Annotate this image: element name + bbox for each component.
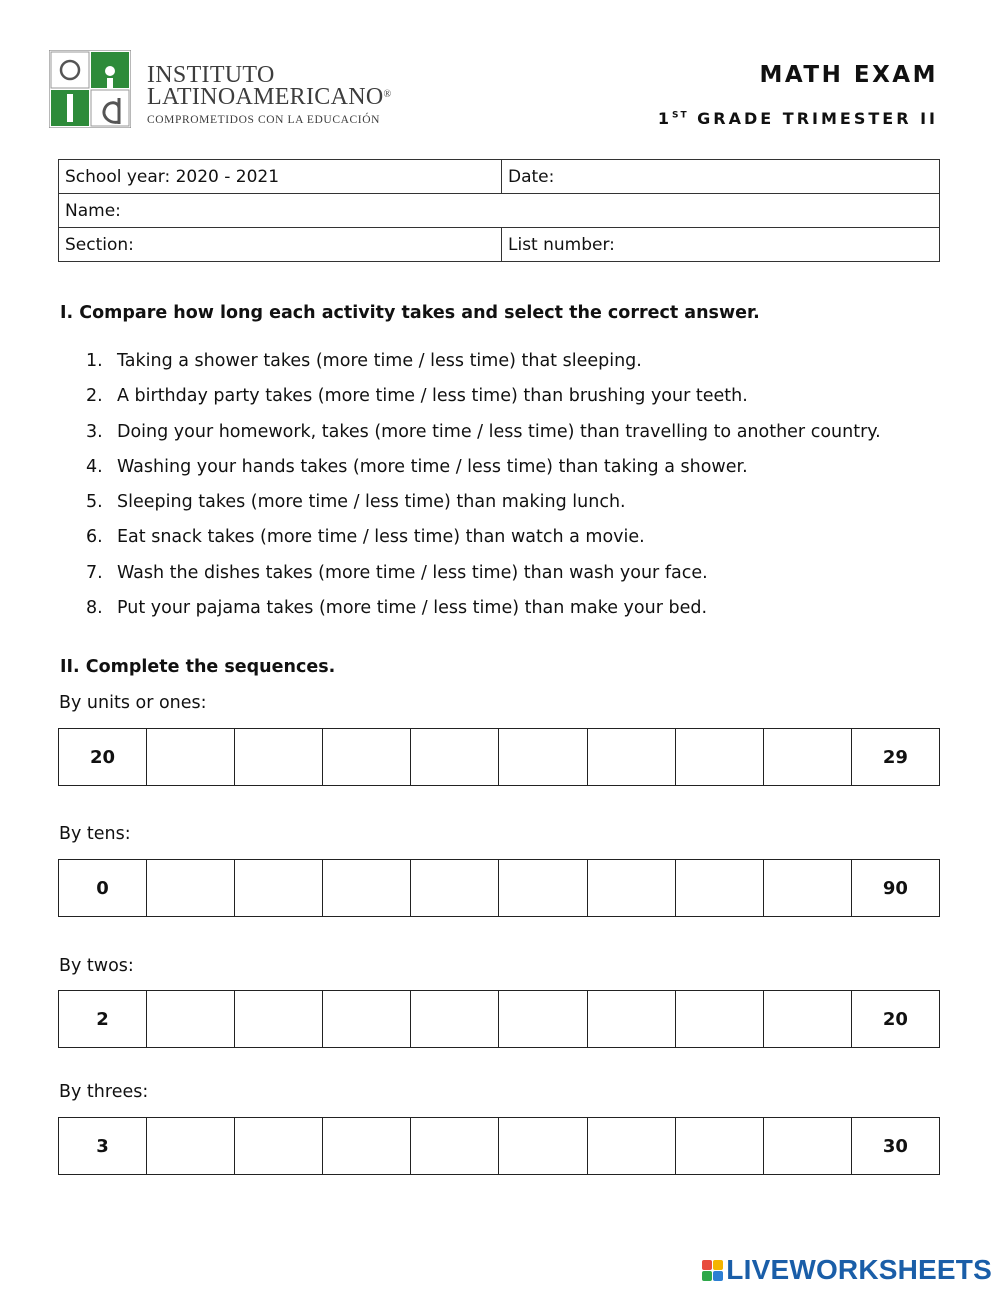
section-field[interactable]: Section:: [59, 228, 502, 262]
sequence-blank-cell[interactable]: [323, 991, 411, 1048]
sequence-blank-cell[interactable]: [235, 729, 323, 786]
sequence-blank-cell[interactable]: [147, 729, 235, 786]
sequence-blank-cell[interactable]: [587, 991, 675, 1048]
sequence-blank-cell[interactable]: [411, 991, 499, 1048]
institute-tagline: COMPROMETIDOS CON LA EDUCACIÓN: [147, 114, 381, 126]
liveworksheets-wordmark: LIVEWORKSHEETS: [726, 1254, 992, 1285]
sequence-label-tens: By tens:: [59, 824, 131, 844]
sequence-blank-cell[interactable]: [323, 729, 411, 786]
exam-title: MATH EXAM: [759, 62, 938, 88]
sequence-start-cell: 20: [59, 729, 147, 786]
sequence-blank-cell[interactable]: [147, 860, 235, 917]
registered-mark: ®: [383, 89, 392, 100]
sequence-blank-cell[interactable]: [147, 991, 235, 1048]
institute-name-line1: INSTITUTO: [147, 62, 275, 88]
institute-logo-icon: [49, 50, 131, 128]
name-field[interactable]: Name:: [59, 194, 940, 228]
list-item[interactable]: 7. Wash the dishes takes (more time / less time) than wash your face.: [86, 562, 708, 583]
institute-name-block: [147, 64, 391, 126]
list-item[interactable]: 3. Doing your homework, takes (more time / less time) than travelling to another country.: [86, 421, 881, 442]
sequence-blank-cell[interactable]: [323, 1118, 411, 1175]
sequence-blank-cell[interactable]: [675, 991, 763, 1048]
sequence-start-cell: 3: [59, 1118, 147, 1175]
sequence-blank-cell[interactable]: [411, 1118, 499, 1175]
sequence-blank-cell[interactable]: [587, 1118, 675, 1175]
sequence-start-cell: 2: [59, 991, 147, 1048]
list-item[interactable]: 1. Taking a shower takes (more time / less time) that sleeping.: [86, 351, 642, 371]
liveworksheets-brand[interactable]: [702, 1254, 992, 1286]
list-item[interactable]: 8. Put your pajama takes (more time / less time) than make your bed.: [86, 598, 708, 619]
sequence-blank-cell[interactable]: [499, 860, 587, 917]
part-2-heading: II. Complete the sequences.: [60, 657, 336, 677]
list-item[interactable]: 5. Sleeping takes (more time / less time) than making lunch.: [86, 492, 626, 513]
list-item[interactable]: 4. Washing your hands takes (more time / less time) than taking a shower.: [86, 456, 748, 477]
sequence-end-cell: 29: [851, 729, 939, 786]
institute-name-line2: LATINOAMERICANO®: [147, 84, 392, 110]
sequence-blank-cell[interactable]: [675, 860, 763, 917]
compare-question-list: [86, 348, 881, 630]
sequence-blank-cell[interactable]: [587, 729, 675, 786]
sequence-blank-cell[interactable]: [323, 860, 411, 917]
sequence-blank-cell[interactable]: [763, 729, 851, 786]
sequence-label-twos: By twos:: [59, 956, 134, 976]
sequence-end-cell: 30: [851, 1118, 939, 1175]
sequence-blank-cell[interactable]: [587, 860, 675, 917]
sequence-table-threes: [58, 1117, 940, 1175]
list-number-field[interactable]: List number:: [502, 228, 940, 262]
liveworksheets-logo-icon: [702, 1260, 723, 1281]
sequence-blank-cell[interactable]: [499, 991, 587, 1048]
sequence-blank-cell[interactable]: [235, 1118, 323, 1175]
sequence-blank-cell[interactable]: [763, 860, 851, 917]
sequence-end-cell: 20: [851, 991, 939, 1048]
sequence-blank-cell[interactable]: [235, 860, 323, 917]
sequence-table-units: [58, 728, 940, 786]
sequence-blank-cell[interactable]: [675, 729, 763, 786]
sequence-blank-cell[interactable]: [499, 729, 587, 786]
school-year-field[interactable]: School year: 2020 - 2021: [59, 160, 502, 194]
sequence-label-units: By units or ones:: [59, 693, 207, 713]
sequence-table-twos: [58, 990, 940, 1048]
sequence-blank-cell[interactable]: [411, 860, 499, 917]
sequence-blank-cell[interactable]: [763, 1118, 851, 1175]
date-field[interactable]: Date:: [502, 160, 940, 194]
part-1-heading: I. Compare how long each activity takes and select the correct answer.: [60, 303, 760, 323]
sequence-blank-cell[interactable]: [763, 991, 851, 1048]
sequence-end-cell: 90: [851, 860, 939, 917]
list-item[interactable]: 6. Eat snack takes (more time / less time) than watch a movie.: [86, 527, 645, 548]
exam-subtitle: 1ST GRADE TRIMESTER II: [657, 109, 938, 128]
sequence-blank-cell[interactable]: [499, 1118, 587, 1175]
sequence-blank-cell[interactable]: [411, 729, 499, 786]
sequence-blank-cell[interactable]: [675, 1118, 763, 1175]
sequence-blank-cell[interactable]: [147, 1118, 235, 1175]
sequence-start-cell: 0: [59, 860, 147, 917]
list-item[interactable]: 2. A birthday party takes (more time / less time) than brushing your teeth.: [86, 386, 748, 407]
student-info-table: [58, 159, 940, 262]
sequence-blank-cell[interactable]: [235, 991, 323, 1048]
sequence-label-threes: By threes:: [59, 1082, 149, 1102]
sequence-table-tens: [58, 859, 940, 917]
